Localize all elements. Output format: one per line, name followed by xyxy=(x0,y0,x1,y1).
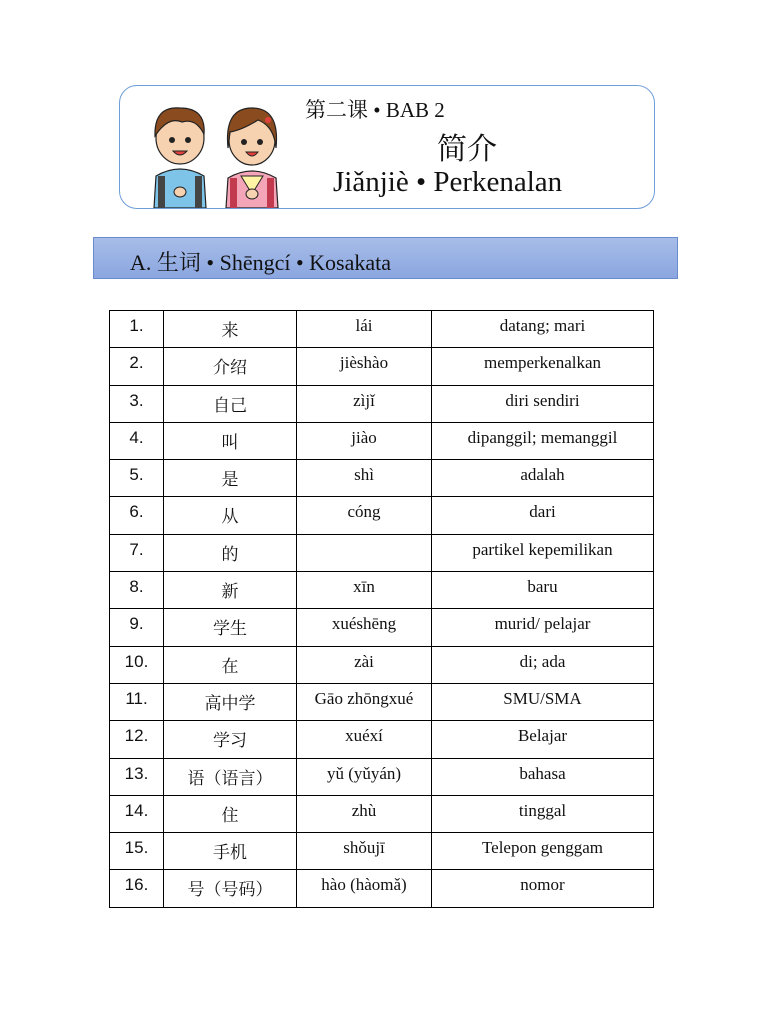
vocab-number: 11. xyxy=(110,683,164,720)
table-row xyxy=(110,870,654,907)
vocab-meaning: murid/ pelajar xyxy=(432,609,654,646)
vocab-pinyin: zhù xyxy=(297,795,432,832)
table-row xyxy=(110,572,654,609)
vocab-meaning: diri sendiri xyxy=(432,385,654,422)
vocab-hanzi: 的 xyxy=(164,534,297,571)
vocab-number: 9. xyxy=(110,609,164,646)
vocab-meaning: dipanggil; memanggil xyxy=(432,422,654,459)
vocab-hanzi: 号（号码） xyxy=(164,870,297,907)
table-row xyxy=(110,758,654,795)
table-row xyxy=(110,795,654,832)
vocab-pinyin: zìjǐ xyxy=(297,385,432,422)
vocab-number: 1. xyxy=(110,311,164,348)
vocab-pinyin: xuéxí xyxy=(297,721,432,758)
lesson-number: 第二课 • BAB 2 xyxy=(305,98,445,122)
vocab-hanzi: 新 xyxy=(164,572,297,609)
vocab-hanzi: 手机 xyxy=(164,833,297,870)
table-row xyxy=(110,348,654,385)
table-row xyxy=(110,534,654,571)
vocab-number: 3. xyxy=(110,385,164,422)
vocab-hanzi: 住 xyxy=(164,795,297,832)
vocab-number: 10. xyxy=(110,646,164,683)
vocab-number: 15. xyxy=(110,833,164,870)
table-row xyxy=(110,683,654,720)
lesson-title-chinese: 简介 xyxy=(437,132,497,167)
vocab-hanzi: 是 xyxy=(164,460,297,497)
lesson-title-pinyin: Jiǎnjiè • Perkenalan xyxy=(333,166,563,198)
vocab-pinyin: Gāo zhōngxué xyxy=(297,683,432,720)
table-row xyxy=(110,385,654,422)
vocab-hanzi: 学习 xyxy=(164,721,297,758)
vocab-pinyin: xīn xyxy=(297,572,432,609)
vocab-meaning: Belajar xyxy=(432,721,654,758)
vocab-meaning: dari xyxy=(432,497,654,534)
table-row xyxy=(110,497,654,534)
vocab-meaning: SMU/SMA xyxy=(432,683,654,720)
vocab-hanzi: 学生 xyxy=(164,609,297,646)
vocab-pinyin: yǔ (yǔyán) xyxy=(297,758,432,795)
vocab-number: 6. xyxy=(110,497,164,534)
vocab-hanzi: 来 xyxy=(164,311,297,348)
vocab-hanzi: 在 xyxy=(164,646,297,683)
vocab-pinyin: hào (hàomǎ) xyxy=(297,870,432,907)
vocab-hanzi: 介绍 xyxy=(164,348,297,385)
vocab-meaning: Telepon genggam xyxy=(432,833,654,870)
vocab-meaning: datang; mari xyxy=(432,311,654,348)
vocab-number: 13. xyxy=(110,758,164,795)
vocab-pinyin: shǒujī xyxy=(297,833,432,870)
vocab-hanzi: 语（语言） xyxy=(164,758,297,795)
vocab-number: 8. xyxy=(110,572,164,609)
vocab-hanzi: 高中学 xyxy=(164,683,297,720)
vocab-pinyin xyxy=(297,534,432,571)
vocab-pinyin: xuéshēng xyxy=(297,609,432,646)
vocab-meaning: tinggal xyxy=(432,795,654,832)
vocab-number: 4. xyxy=(110,422,164,459)
vocab-pinyin: shì xyxy=(297,460,432,497)
vocab-hanzi: 自己 xyxy=(164,385,297,422)
vocab-hanzi: 叫 xyxy=(164,422,297,459)
vocab-pinyin: lái xyxy=(297,311,432,348)
vocab-meaning: di; ada xyxy=(432,646,654,683)
table-row xyxy=(110,460,654,497)
vocab-pinyin: jièshào xyxy=(297,348,432,385)
vocab-pinyin: jiào xyxy=(297,422,432,459)
vocab-number: 2. xyxy=(110,348,164,385)
students-illustration xyxy=(146,96,286,208)
vocab-pinyin: cóng xyxy=(297,497,432,534)
vocabulary-table xyxy=(109,310,654,908)
vocab-meaning: nomor xyxy=(432,870,654,907)
girl-figure xyxy=(226,108,278,208)
table-row xyxy=(110,311,654,348)
vocab-meaning: baru xyxy=(432,572,654,609)
table-row xyxy=(110,422,654,459)
boy-figure xyxy=(154,108,206,208)
vocab-number: 5. xyxy=(110,460,164,497)
vocab-number: 12. xyxy=(110,721,164,758)
vocab-meaning: partikel kepemilikan xyxy=(432,534,654,571)
table-row xyxy=(110,833,654,870)
vocab-hanzi: 从 xyxy=(164,497,297,534)
vocab-number: 14. xyxy=(110,795,164,832)
table-row xyxy=(110,646,654,683)
vocab-meaning: bahasa xyxy=(432,758,654,795)
vocab-number: 16. xyxy=(110,870,164,907)
table-row xyxy=(110,721,654,758)
vocab-pinyin: zài xyxy=(297,646,432,683)
vocab-meaning: adalah xyxy=(432,460,654,497)
vocab-meaning: memperkenalkan xyxy=(432,348,654,385)
table-row xyxy=(110,609,654,646)
section-title: A. 生词 • Shēngcí • Kosakata xyxy=(130,250,392,275)
vocab-number: 7. xyxy=(110,534,164,571)
